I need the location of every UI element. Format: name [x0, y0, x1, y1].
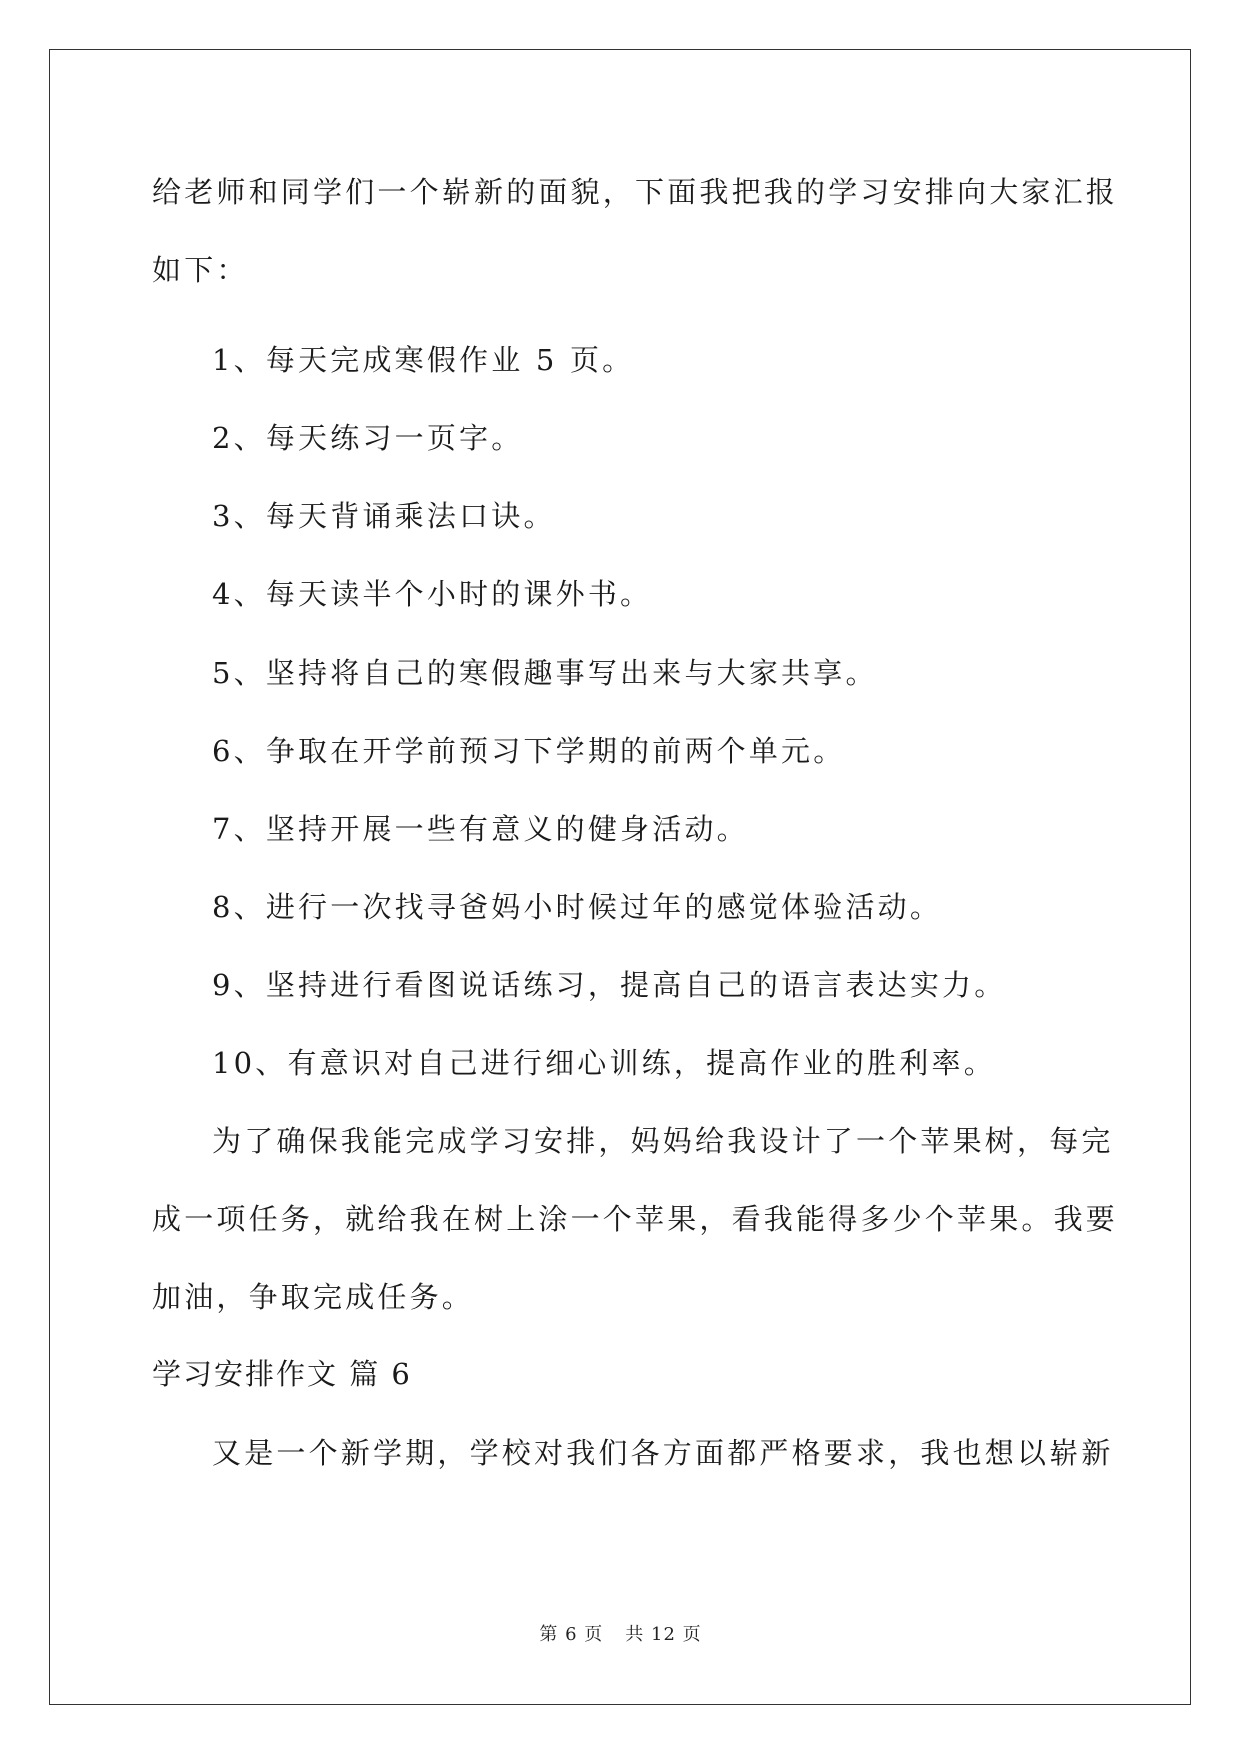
list-item: 6、争取在开学前预习下学期的前两个单元。 [212, 734, 846, 768]
text-line: 如下： [152, 253, 249, 287]
page-number: 第 6 页 [539, 1624, 604, 1645]
paragraph-line: 成一项任务，就给我在树上涂一个苹果，看我能得多少个苹果。我要 [152, 1202, 1119, 1236]
list-item: 3、每天背诵乘法口诀。 [212, 499, 556, 533]
paragraph-line: 加油，争取完成任务。 [152, 1280, 475, 1314]
section-heading: 学习安排作文 篇 6 [152, 1357, 412, 1391]
list-item: 4、每天读半个小时的课外书。 [212, 577, 653, 611]
list-item: 10、有意识对自己进行细心训练，提高作业的胜利率。 [212, 1046, 996, 1080]
list-item: 2、每天练习一页字。 [212, 421, 524, 455]
list-item: 1、每天完成寒假作业 5 页。 [212, 343, 635, 377]
list-item: 8、进行一次找寻爸妈小时候过年的感觉体验活动。 [212, 890, 943, 924]
list-item: 5、坚持将自己的寒假趣事写出来与大家共享。 [212, 656, 878, 690]
list-item: 9、坚持进行看图说话练习，提高自己的语言表达实力。 [212, 968, 1007, 1002]
paragraph-line: 又是一个新学期，学校对我们各方面都严格要求，我也想以崭新 [212, 1436, 1114, 1470]
page-total: 共 12 页 [625, 1624, 702, 1645]
text-line: 给老师和同学们一个崭新的面貌，下面我把我的学习安排向大家汇报 [152, 175, 1119, 209]
page-footer [0, 1623, 1241, 1647]
paragraph-line: 为了确保我能完成学习安排，妈妈给我设计了一个苹果树，每完 [212, 1124, 1114, 1158]
list-item: 7、坚持开展一些有意义的健身活动。 [212, 812, 749, 846]
